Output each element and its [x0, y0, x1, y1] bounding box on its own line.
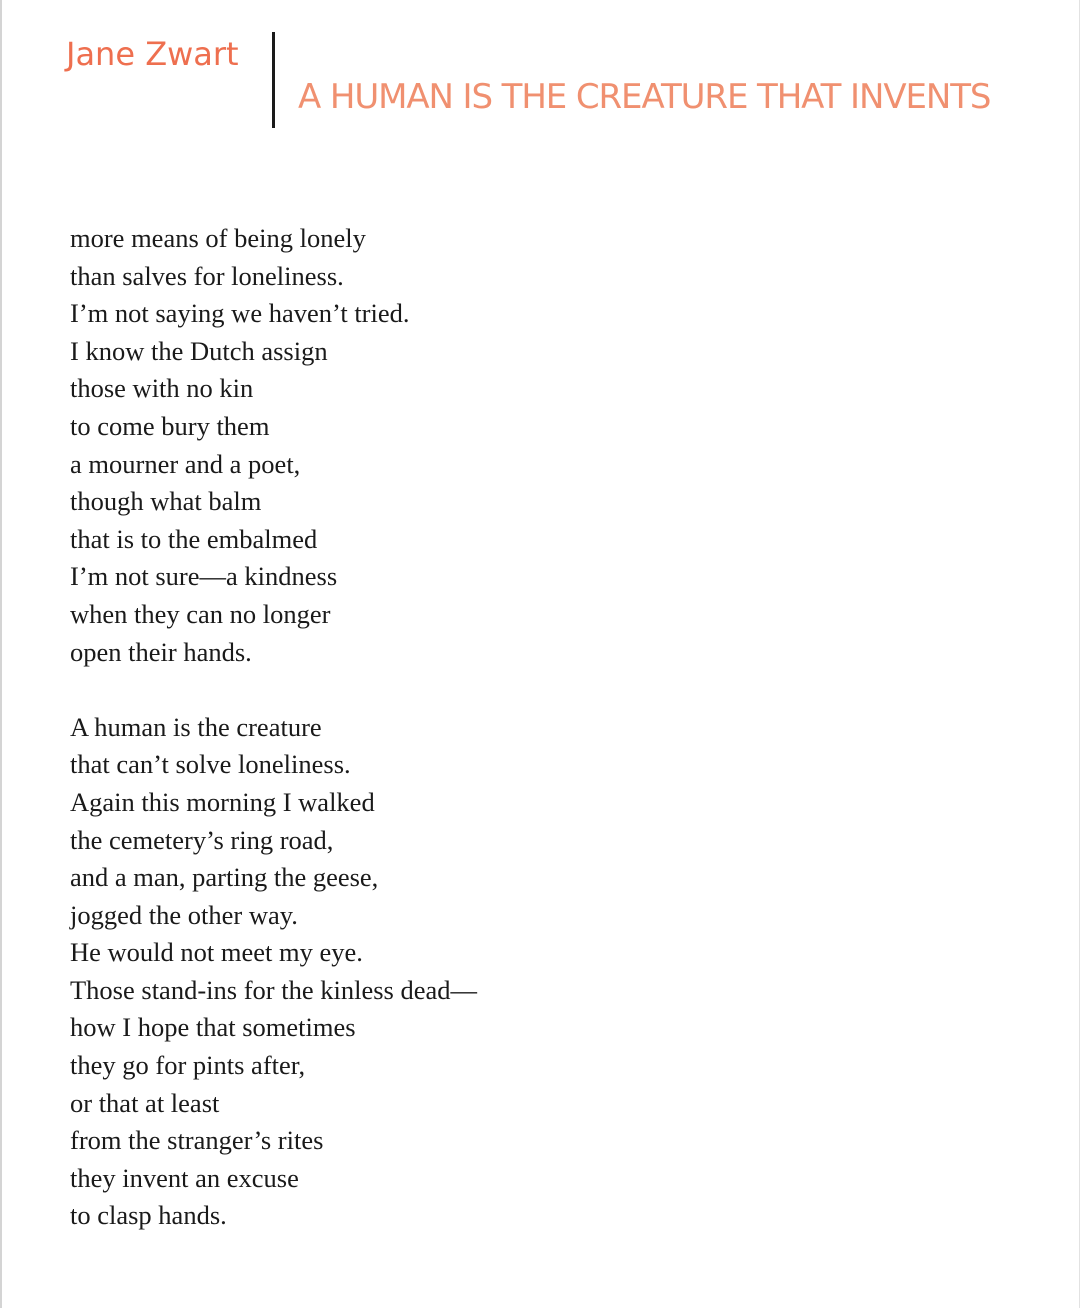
poem-body [70, 220, 1010, 1235]
poem-line: that can’t solve loneliness. [70, 749, 351, 780]
poem-line: or that at least [70, 1087, 220, 1118]
poem-line: jogged the other way. [70, 899, 298, 930]
poem-line: they go for pints after, [70, 1050, 306, 1081]
author-name: Jane Zwart [66, 35, 239, 73]
poem-line: Again this morning I walked [70, 786, 375, 817]
header-divider [272, 32, 275, 128]
poem-line: from the stranger’s rites [70, 1125, 324, 1156]
poem-line: I’m not saying we haven’t tried. [70, 298, 410, 329]
poem-line: to come bury them [70, 410, 270, 441]
poem-line: He would not meet my eye. [70, 937, 363, 968]
poem-line: A human is the creature [70, 711, 322, 742]
poem-line: though what balm [70, 486, 262, 517]
stanza-2 [70, 709, 1010, 1235]
poem-line: the cemetery’s ring road, [70, 824, 334, 855]
poem-line: they invent an excuse [70, 1162, 299, 1193]
poem-line: Those stand-ins for the kinless dead— [70, 974, 477, 1005]
poem-line: I know the Dutch assign [70, 335, 328, 366]
page-header [2, 0, 1080, 140]
poem-line: open their hands. [70, 636, 252, 667]
poem-line: when they can no longer [70, 598, 331, 629]
poem-line: that is to the embalmed [70, 523, 318, 554]
poem-line: to clasp hands. [70, 1200, 227, 1231]
poem-line: how I hope that sometimes [70, 1012, 356, 1043]
poem-line: those with no kin [70, 373, 254, 404]
poem-line: more means of being lonely [70, 223, 366, 253]
poem-line: than salves for loneliness. [70, 260, 344, 291]
poem-line: a mourner and a poet, [70, 448, 301, 479]
poem-line: and a man, parting the geese, [70, 862, 379, 893]
poem-title: A HUMAN IS THE CREATURE THAT INVENTS [298, 77, 991, 117]
stanza-1 [70, 220, 1010, 671]
poem-line: I’m not sure—a kindness [70, 561, 338, 592]
